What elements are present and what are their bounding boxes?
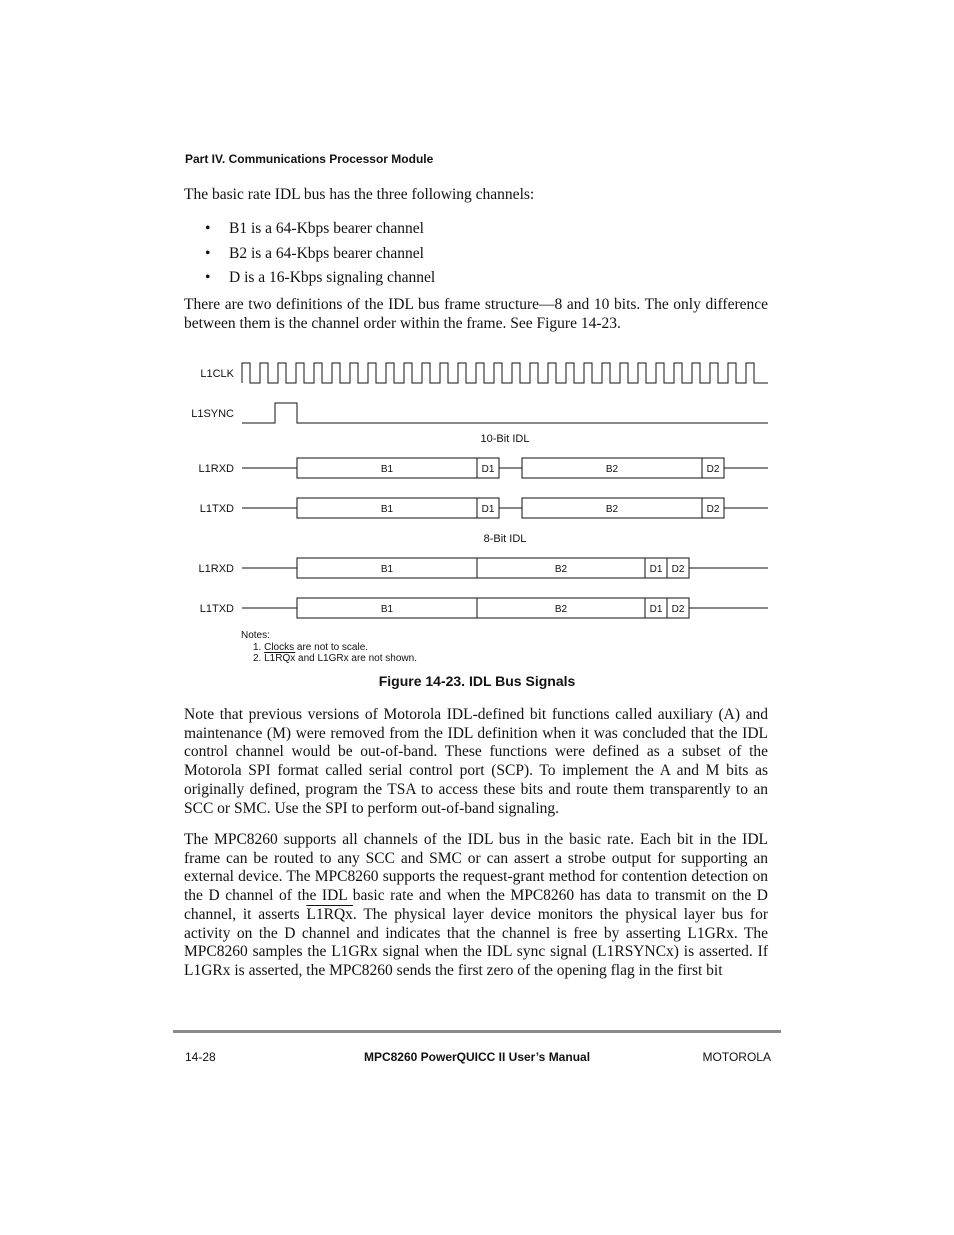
brand-name: MOTOROLA [702, 1050, 771, 1064]
intro-paragraph: The basic rate IDL bus has the three following channels: [184, 186, 535, 203]
field-label-b2: B2 [554, 604, 568, 615]
field-label-d1: D1 [481, 464, 495, 475]
manual-title: MPC8260 PowerQUICC II User’s Manual [363, 1050, 591, 1064]
field-label-d1: D1 [649, 564, 663, 575]
l1clk-label: L1CLK [200, 368, 234, 380]
field-label-d2: D2 [706, 464, 720, 475]
l1txd-8bit-label: L1TXD [199, 603, 234, 615]
field-label-b1: B1 [380, 604, 394, 615]
figure-notes [241, 630, 417, 665]
list-item: • B2 is a 64-Kbps bearer channel [205, 242, 435, 267]
frame-structure-paragraph: There are two definitions of the IDL bus frame structure—8 and 10 bits. The only difference between them is the channel order within the frame. See Figure 14-23. [184, 296, 768, 332]
notes-title: Notes: [241, 630, 270, 641]
field-label-d2: D2 [706, 504, 720, 515]
footer-divider [173, 1030, 781, 1033]
paragraph-text: The MPC8260 supports all channels of the IDL bus in the basic rate. Each bit in the IDL frame can be routed to any SCC and SMC or can assert a strobe output for supporting an external device. The MPC8260 supports the request-grant method for contention detection on the D channel of the IDL basic rate and when the MPC8260 has data to transmit on the D channel, it asserts [184, 831, 768, 923]
l1sync-label: L1SYNC [191, 408, 234, 420]
page-number: 14-28 [185, 1050, 216, 1064]
list-item: • B1 is a 64-Kbps bearer channel [205, 217, 435, 242]
auxiliary-maintenance-paragraph: Note that previous versions of Motorola IDL-defined bit functions called auxiliary (A) and maintenance (M) were removed from the IDL definition when it was concluded that the IDL control channel would be out-of-band. These functions were defined as a subset of the Motorola SPI format called serial control port (SCP). To implement the A and M bits as originally defined, program the TSA to access these bits and route them transparently to an SCC or SMC. Use the SPI to perform out-of-band signaling. [184, 706, 768, 817]
field-label-d1: D1 [481, 504, 495, 515]
note-2 [241, 653, 417, 665]
field-label-b2: B2 [554, 564, 568, 575]
l1rq-signal-name: L1RQx [306, 905, 353, 923]
l1clk-waveform [242, 363, 768, 383]
note-2-suffix: and L1GRx are not shown. [295, 653, 417, 664]
field-label-d2: D2 [671, 564, 685, 575]
eight-bit-idl-label: 8-Bit IDL [483, 533, 527, 545]
l1rxd-10bit-label: L1RXD [198, 463, 234, 475]
field-label-d2: D2 [671, 604, 685, 615]
list-item: • D is a 16-Kbps signaling channel [205, 266, 435, 291]
l1sync-waveform [242, 403, 768, 423]
field-label-b1: B1 [380, 504, 394, 515]
field-label-b1: B1 [380, 564, 394, 575]
note-1: 1. Clocks are not to scale. [253, 641, 369, 653]
field-label-b2: B2 [605, 464, 619, 475]
idl-bus-figure [180, 355, 780, 675]
l1rxd-8bit-label: L1RXD [198, 563, 234, 575]
l1txd-10bit-label: L1TXD [199, 503, 234, 515]
note-2-prefix: 2. [253, 653, 265, 664]
timing-diagram [180, 355, 780, 675]
l1rq-signal-name: L1RQx [264, 653, 296, 664]
field-label-b1: B1 [380, 464, 394, 475]
channel-support-paragraph [184, 831, 768, 981]
paragraph-text: . The physical layer device monitors the physical layer bus for activity on the D channel and indicates that the channel is free by asserting L1GRx. The MPC8260 samples the L1GRx signal when the IDL sync signal (L1RSYNCx) is asserted. If L1GRx is asserted, the MPC8260 sends the first zero of the opening flag in the first bit [184, 905, 768, 979]
field-label-d1: D1 [649, 604, 663, 615]
ten-bit-idl-label: 10-Bit IDL [480, 433, 530, 445]
running-header: Part IV. Communications Processor Module [185, 152, 434, 166]
field-label-b2: B2 [605, 504, 619, 515]
channel-list [205, 217, 435, 291]
figure-caption: Figure 14-23. IDL Bus Signals [378, 673, 576, 689]
